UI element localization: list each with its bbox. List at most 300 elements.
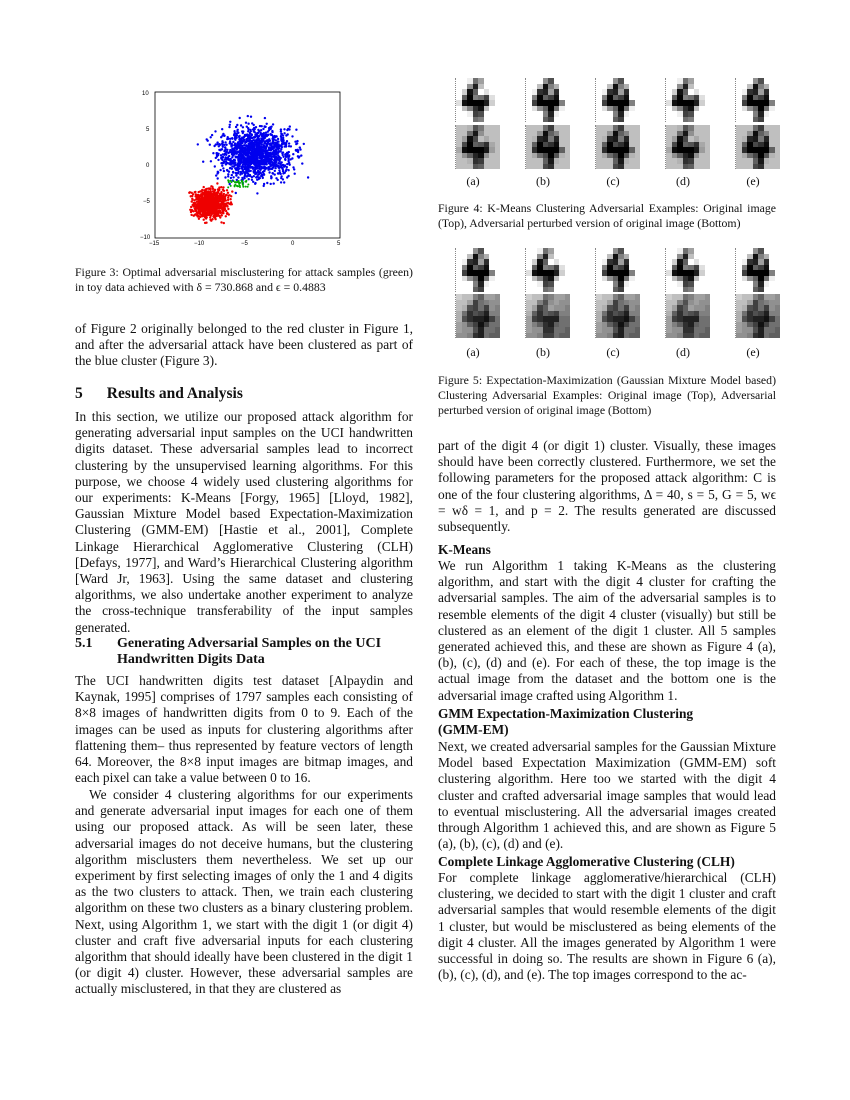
scatter-point: [229, 124, 231, 126]
scatter-point: [275, 146, 277, 148]
gmm-heading-line-2: (GMM-EM): [438, 722, 509, 737]
scatter-point: [273, 147, 275, 149]
scatter-point: [190, 211, 192, 213]
scatter-point: [220, 214, 222, 216]
scatter-point: [204, 191, 206, 193]
scatter-point: [291, 157, 293, 159]
scatter-point: [262, 153, 264, 155]
scatter-point: [242, 154, 244, 156]
scatter-point: [256, 175, 258, 177]
scatter-point: [190, 195, 192, 197]
scatter-point: [238, 160, 240, 162]
scatter-point: [227, 192, 229, 194]
scatter-plot: [138, 86, 348, 248]
scatter-point: [200, 203, 202, 205]
scatter-point: [252, 142, 254, 144]
scatter-point: [245, 122, 247, 124]
scatter-point: [191, 198, 193, 200]
digit-thumbnail: [455, 248, 500, 292]
scatter-point: [227, 173, 229, 175]
scatter-point: [236, 147, 238, 149]
scatter-point: [247, 123, 249, 125]
scatter-point: [271, 161, 273, 163]
scatter-point: [238, 182, 240, 184]
scatter-point: [266, 145, 268, 147]
scatter-point: [245, 170, 247, 172]
scatter-point: [282, 137, 284, 139]
scatter-point: [271, 145, 273, 147]
digit-thumbnail: [665, 125, 710, 169]
scatter-point: [241, 138, 243, 140]
scatter-point: [193, 204, 195, 206]
scatter-point: [258, 166, 260, 168]
digit-thumbnail: [595, 248, 640, 292]
scatter-point: [211, 134, 213, 136]
scatter-point: [247, 130, 249, 132]
scatter-point: [231, 138, 233, 140]
scatter-point: [258, 162, 260, 164]
scatter-point: [253, 175, 255, 177]
scatter-point: [230, 143, 232, 145]
section-5-1-paragraph-1: The UCI handwritten digits test dataset [Alpaydin and Kaynak, 1995] comprises of 1797 samples each consisting of 8×8 images of handwritten digits from 0 to 9. Each of the images can be used as inputs for clustering algorithms after flattening them– thus represented by feature vectors of length 64. Moreover, the 8×8 input images are bitmap images, and each pixel can take a value between 0 to 16.: [75, 673, 413, 786]
scatter-point: [216, 202, 218, 204]
scatter-point: [250, 116, 252, 118]
scatter-point: [198, 207, 200, 209]
scatter-point: [254, 154, 256, 156]
scatter-point: [190, 214, 192, 216]
scatter-point: [231, 148, 233, 150]
scatter-point: [264, 117, 266, 119]
scatter-point: [227, 138, 229, 140]
scatter-point: [256, 179, 258, 181]
scatter-point: [253, 127, 255, 129]
clh-paragraph: For complete linkage agglomerative/hierarchical (CLH) clustering, we decided to start with the digit 1 cluster and craft adversarial samples that would resemble elements of the digit 1 cluster, but would be misclustered as being elements of the digit 4 cluster. All the images generated by Algorithm 1 were successful in doing so. The results are shown in Figure 6 (a), (b), (c), (d), and (e). The top images correspond to the ac-: [438, 870, 776, 983]
scatter-point: [288, 128, 290, 130]
scatter-point: [266, 123, 268, 125]
scatter-point: [255, 165, 257, 167]
scatter-point: [228, 155, 230, 157]
scatter-point: [259, 177, 261, 179]
subfigure-label: (c): [606, 345, 620, 359]
scatter-point: [247, 115, 249, 117]
scatter-point: [285, 145, 287, 147]
scatter-point: [232, 141, 234, 143]
scatter-point: [284, 172, 286, 174]
scatter-point: [280, 173, 282, 175]
scatter-point: [265, 167, 267, 169]
scatter-point: [232, 171, 234, 173]
scatter-point: [224, 176, 226, 178]
scatter-point: [249, 129, 251, 131]
scatter-point: [209, 144, 211, 146]
scatter-point: [207, 212, 209, 214]
scatter-point: [203, 197, 205, 199]
scatter-point: [275, 161, 277, 163]
scatter-point: [263, 159, 265, 161]
scatter-point: [256, 151, 258, 153]
scatter-point: [247, 151, 249, 153]
scatter-point: [282, 156, 284, 158]
subsection-title-line-1: Generating Adversarial Samples on the UCI: [117, 636, 382, 651]
subfigure-label: (b): [536, 174, 550, 188]
scatter-point: [233, 133, 235, 135]
scatter-point: [223, 190, 225, 192]
scatter-point: [252, 181, 254, 183]
scatter-point: [249, 148, 251, 150]
scatter-point: [252, 157, 254, 159]
scatter-point: [227, 208, 229, 210]
scatter-point: [246, 175, 248, 177]
digit-thumbnail: [525, 78, 570, 122]
scatter-point: [271, 130, 273, 132]
scatter-point: [227, 175, 229, 177]
scatter-point: [288, 155, 290, 157]
scatter-point: [212, 207, 214, 209]
scatter-point: [235, 156, 237, 158]
scatter-point: [210, 136, 212, 138]
scatter-point: [199, 190, 201, 192]
scatter-point: [214, 203, 216, 205]
scatter-point: [280, 128, 282, 130]
scatter-point: [210, 205, 212, 207]
digit-thumbnail: [525, 125, 570, 169]
scatter-point: [256, 140, 258, 142]
scatter-point: [248, 178, 250, 180]
scatter-point: [218, 143, 220, 145]
scatter-point: [237, 176, 239, 178]
scatter-point: [216, 207, 218, 209]
scatter-point: [188, 192, 190, 194]
scatter-point: [247, 135, 249, 137]
right-intro-paragraph: part of the digit 4 (or digit 1) cluster. Visually, these images should have been correctly clustered. Furthermore, we set the following parameters for the proposed attack algorithm: C is one of the four clustering algorithms, Δ = 40, s = 5, G = 5, wϵ = wδ = 1, and p = 2. The results generated are discussed subsequently.: [438, 438, 776, 535]
xtick-label: 5: [337, 241, 341, 247]
scatter-point: [286, 129, 288, 131]
scatter-point: [227, 197, 229, 199]
ytick-label: 5: [146, 127, 150, 133]
scatter-point: [253, 148, 255, 150]
fig4-subfigure-labels: [440, 174, 785, 190]
scatter-point: [255, 168, 257, 170]
scatter-point: [239, 149, 241, 151]
subfigure-label: (b): [536, 345, 550, 359]
scatter-point: [241, 167, 243, 169]
scatter-point: [290, 145, 292, 147]
scatter-point: [288, 142, 290, 144]
scatter-point: [271, 143, 273, 145]
scatter-point: [271, 172, 273, 174]
scatter-point: [230, 177, 232, 179]
section-5-heading: [75, 385, 413, 403]
scatter-point: [237, 168, 239, 170]
scatter-point: [220, 207, 222, 209]
fig4-original-row: [440, 78, 785, 124]
scatter-point: [191, 200, 193, 202]
scatter-point: [278, 150, 280, 152]
scatter-point: [231, 168, 233, 170]
scatter-point: [232, 176, 234, 178]
scatter-point: [248, 165, 250, 167]
scatter-point: [225, 210, 227, 212]
scatter-point: [216, 182, 218, 184]
scatter-point: [241, 177, 243, 179]
scatter-point: [273, 182, 275, 184]
xtick-label: −15: [149, 241, 160, 247]
scatter-point: [220, 221, 222, 223]
scatter-point: [203, 213, 205, 215]
scatter-point: [263, 136, 265, 138]
scatter-point: [261, 125, 263, 127]
scatter-point: [217, 189, 219, 191]
scatter-point: [246, 126, 248, 128]
scatter-point: [239, 162, 241, 164]
scatter-point: [236, 124, 238, 126]
scatter-point: [267, 131, 269, 133]
scatter-point: [281, 152, 283, 154]
scatter-point: [286, 176, 288, 178]
scatter-point: [280, 181, 282, 183]
digit-thumbnail: [735, 125, 780, 169]
scatter-point: [270, 153, 272, 155]
scatter-point: [303, 143, 305, 145]
scatter-point: [231, 190, 233, 192]
scatter-point: [286, 163, 288, 165]
scatter-point: [284, 165, 286, 167]
scatter-point: [262, 133, 264, 135]
scatter-point: [254, 162, 256, 164]
scatter-point: [251, 137, 253, 139]
scatter-point: [227, 186, 229, 188]
scatter-point: [264, 151, 266, 153]
scatter-point: [286, 152, 288, 154]
scatter-point: [283, 132, 285, 134]
scatter-point: [262, 177, 264, 179]
scatter-point: [279, 162, 281, 164]
scatter-point: [209, 210, 211, 212]
scatter-point: [258, 173, 260, 175]
scatter-point: [230, 180, 232, 182]
scatter-point: [247, 184, 249, 186]
ytick-label: 10: [142, 91, 149, 97]
scatter-point: [260, 175, 262, 177]
scatter-point: [235, 126, 237, 128]
scatter-point: [195, 197, 197, 199]
scatter-point: [223, 144, 225, 146]
scatter-point: [292, 153, 294, 155]
scatter-point: [258, 171, 260, 173]
scatter-point: [257, 129, 259, 131]
scatter-point: [215, 194, 217, 196]
scatter-point: [224, 156, 226, 158]
xtick-label: −5: [241, 241, 248, 247]
scatter-point: [194, 191, 196, 193]
scatter-point: [260, 137, 262, 139]
scatter-point: [231, 203, 233, 205]
scatter-point: [238, 154, 240, 156]
scatter-point: [242, 126, 244, 128]
scatter-point: [267, 134, 269, 136]
scatter-point: [229, 198, 231, 200]
digit-thumbnail: [665, 294, 710, 338]
section-5-1-paragraph-2: We consider 4 clustering algorithms for our experiments and generate adversarial input images for each one of them using our proposed attack. As will be seen later, these adversarial images do not deceive humans, but the clustering algorithm misclusters them nevertheless. We set up our experiment by first selecting images of only the 1 and 4 digits as the two clusters to attack. Then, we train each clustering algorithm on these two clusters as a binary clustering problem. Next, using Algorithm 1, we start with the digit 1 (or digit 4) cluster and craft five adversarial inputs for each clustering algorithm that should ideally have been clustered in the digit 1 (or digit 4) cluster. However, these adversarial samples are actually misclustered, in that they are clustered as: [75, 787, 413, 997]
scatter-point: [211, 210, 213, 212]
scatter-point: [226, 149, 228, 151]
scatter-point: [234, 185, 236, 187]
scatter-point: [261, 135, 263, 137]
scatter-point: [251, 179, 253, 181]
scatter-point: [221, 165, 223, 167]
section-title: Results and Analysis: [106, 385, 243, 402]
scatter-point: [220, 156, 222, 158]
scatter-point: [291, 135, 293, 137]
scatter-point: [282, 134, 284, 136]
digit-thumbnail: [455, 294, 500, 338]
scatter-point: [271, 164, 273, 166]
scatter-point: [202, 161, 204, 163]
scatter-point: [249, 142, 251, 144]
scatter-point: [283, 181, 285, 183]
scatter-point: [214, 189, 216, 191]
subfigure-label: (e): [746, 345, 760, 359]
scatter-point: [274, 157, 276, 159]
scatter-point: [294, 173, 296, 175]
digit-thumbnail: [525, 294, 570, 338]
scatter-point: [207, 140, 209, 142]
scatter-point: [289, 125, 291, 127]
scatter-point: [231, 174, 233, 176]
scatter-point: [289, 164, 291, 166]
scatter-point: [277, 172, 279, 174]
scatter-point: [272, 139, 274, 141]
scatter-point: [237, 166, 239, 168]
scatter-point: [274, 167, 276, 169]
scatter-point: [269, 128, 271, 130]
scatter-point: [294, 141, 296, 143]
scatter-point: [240, 142, 242, 144]
scatter-point: [225, 161, 227, 163]
scatter-point: [199, 211, 201, 213]
scatter-point: [223, 135, 225, 137]
scatter-point: [295, 143, 297, 145]
scatter-point: [282, 170, 284, 172]
scatter-point: [284, 159, 286, 161]
scatter-point: [278, 144, 280, 146]
scatter-point: [200, 215, 202, 217]
scatter-point: [268, 171, 270, 173]
digit-thumbnail: [455, 78, 500, 122]
scatter-point: [234, 145, 236, 147]
scatter-point: [247, 168, 249, 170]
scatter-point: [210, 193, 212, 195]
scatter-point: [266, 163, 268, 165]
scatter-point: [239, 186, 241, 188]
scatter-point: [251, 134, 253, 136]
scatter-point: [266, 161, 268, 163]
scatter-point: [270, 134, 272, 136]
scatter-point: [248, 175, 250, 177]
scatter-point: [232, 165, 234, 167]
scatter-point: [268, 138, 270, 140]
fig4-adversarial-row: [440, 125, 785, 171]
subfigure-label: (e): [746, 174, 760, 188]
scatter-point: [223, 170, 225, 172]
scatter-point: [259, 169, 261, 171]
scatter-point: [242, 183, 244, 185]
scatter-point: [260, 162, 262, 164]
scatter-point: [240, 147, 242, 149]
scatter-point: [275, 139, 277, 141]
scatter-point: [275, 151, 277, 153]
scatter-point: [269, 149, 271, 151]
scatter-point: [256, 192, 258, 194]
scatter-point: [225, 144, 227, 146]
scatter-point: [226, 205, 228, 207]
scatter-point: [222, 201, 224, 203]
scatter-point: [249, 139, 251, 141]
scatter-point: [243, 157, 245, 159]
scatter-point: [228, 126, 230, 128]
scatter-point: [237, 185, 239, 187]
scatter-point: [218, 186, 220, 188]
scatter-point: [212, 152, 214, 154]
gmm-heading-line-1: GMM Expectation-Maximization Clustering: [438, 706, 694, 721]
scatter-point: [266, 139, 268, 141]
digit-thumbnail: [665, 78, 710, 122]
scatter-point: [220, 201, 222, 203]
scatter-point: [208, 202, 210, 204]
scatter-point: [207, 196, 209, 198]
scatter-point: [283, 128, 285, 130]
scatter-point: [275, 177, 277, 179]
scatter-point: [235, 181, 237, 183]
digit-thumbnail: [595, 125, 640, 169]
scatter-point: [257, 132, 259, 134]
scatter-point: [197, 195, 199, 197]
scatter-point: [263, 170, 265, 172]
subsection-number: 5.1: [75, 636, 93, 651]
fig4-caption: Figure 4: K-Means Clustering Adversarial Examples: Original image (Top), Adversarial perturbed version of original image (Bottom): [438, 201, 776, 230]
subfigure-label: (d): [676, 174, 690, 188]
scatter-point: [280, 157, 282, 159]
digit-thumbnail: [455, 125, 500, 169]
scatter-point: [307, 176, 309, 178]
scatter-point: [200, 193, 202, 195]
scatter-point: [293, 168, 295, 170]
scatter-point: [217, 159, 219, 161]
scatter-point: [205, 200, 207, 202]
scatter-point: [240, 124, 242, 126]
scatter-point: [281, 140, 283, 142]
scatter-point: [243, 176, 245, 178]
scatter-point: [280, 165, 282, 167]
scatter-point: [281, 142, 283, 144]
scatter-point: [273, 144, 275, 146]
scatter-point: [216, 172, 218, 174]
scatter-point: [235, 174, 237, 176]
fig3-caption: Figure 3: Optimal adversarial misclustering for attack samples (green) in toy data achieved with δ = 730.868 and ϵ = 0.4883: [75, 265, 413, 294]
scatter-point: [236, 132, 238, 134]
scatter-point: [270, 168, 272, 170]
scatter-point: [263, 162, 265, 164]
fig5-original-row: [440, 248, 785, 294]
scatter-point: [259, 156, 261, 158]
scatter-point: [278, 160, 280, 162]
scatter-point: [220, 162, 222, 164]
scatter-point: [263, 167, 265, 169]
scatter-point: [209, 199, 211, 201]
scatter-point: [272, 123, 274, 125]
scatter-point: [230, 185, 232, 187]
scatter-point: [258, 138, 260, 140]
